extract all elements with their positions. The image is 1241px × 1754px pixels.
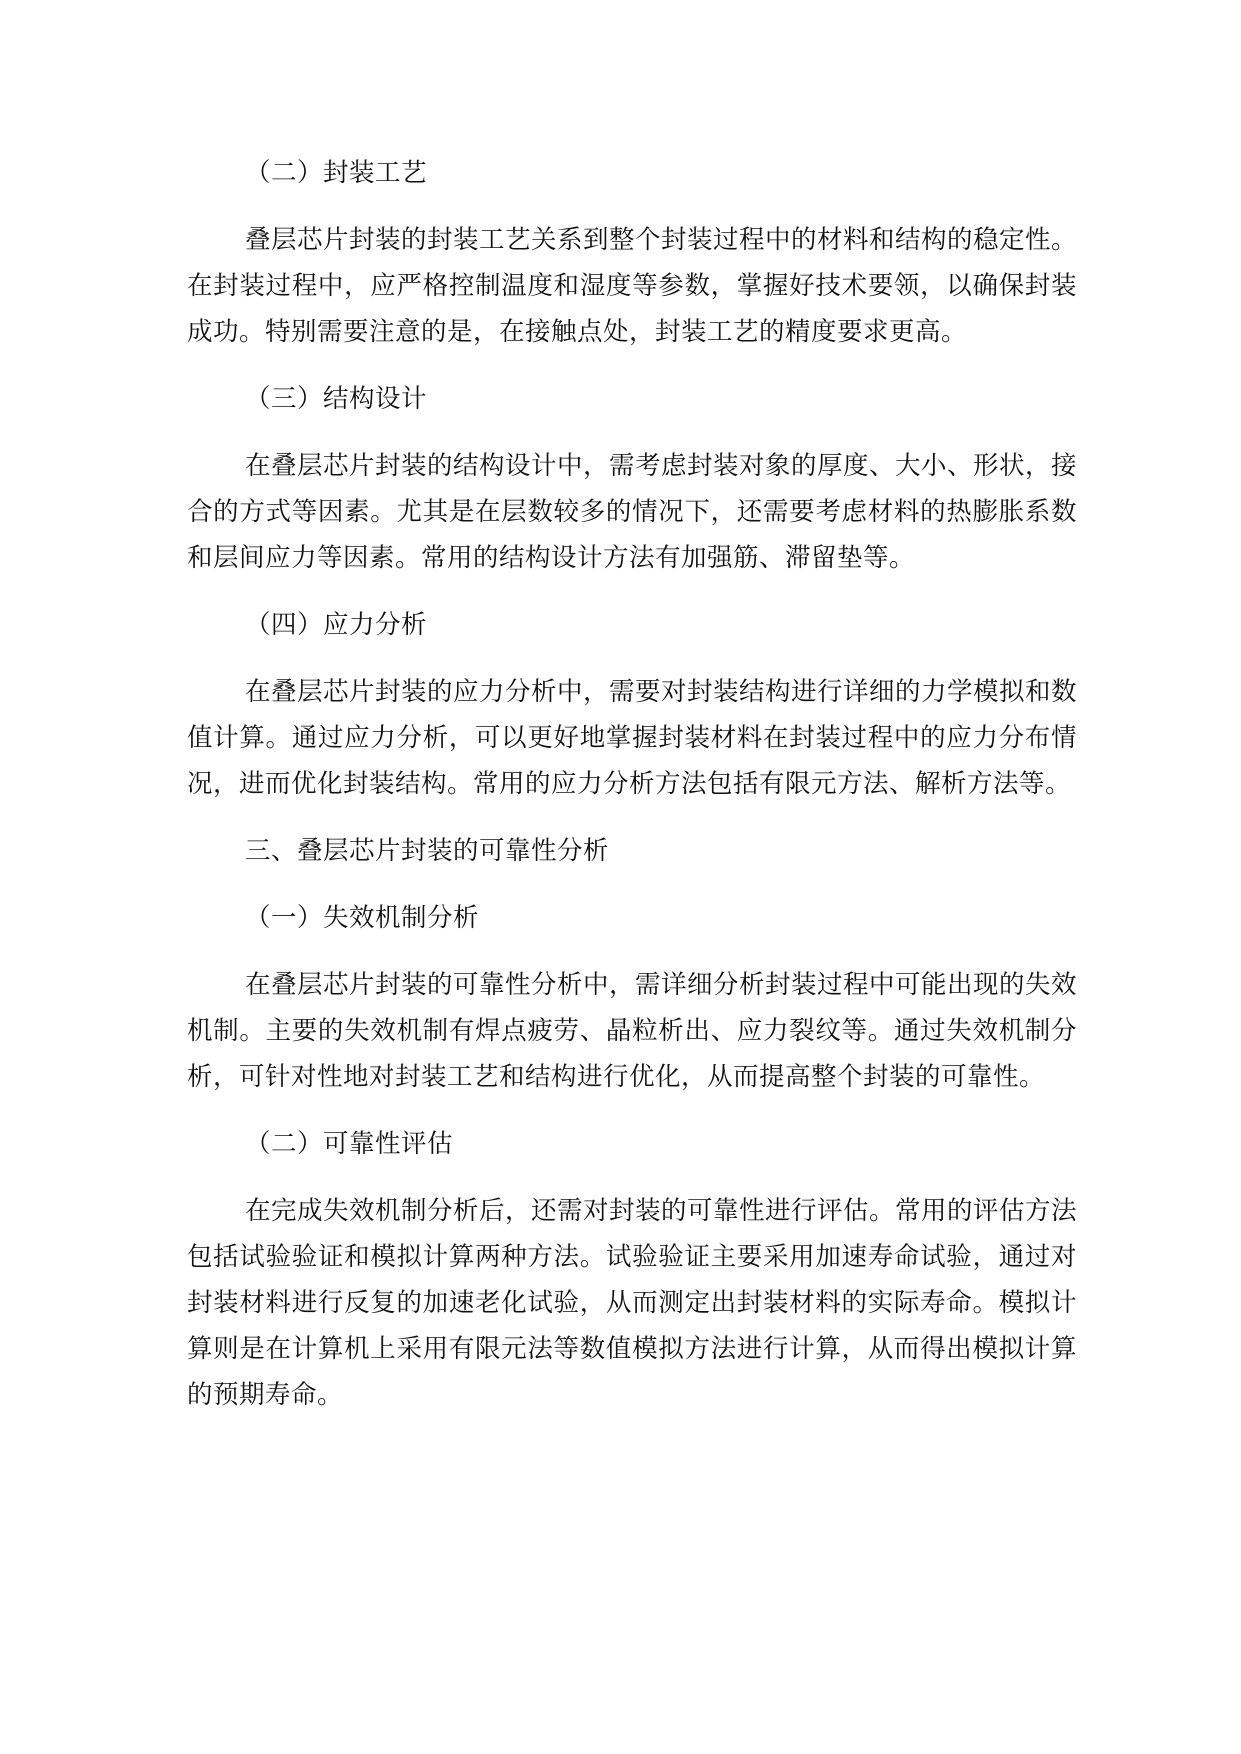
section-heading-packaging-process: （二）封装工艺 — [245, 158, 428, 188]
paragraph-packaging-process: 叠层芯片封装的封装工艺关系到整个封装过程中的材料和结构的稳定性。在封装过程中，应严格控制温度和湿度等参数，掌握好技术要领，以确保封装成功。特别需要注意的是，在接触点处，封装工艺的精度要求更高。 — [187, 225, 1078, 347]
paragraph-structure-design: 在叠层芯片封装的结构设计中，需考虑封装对象的厚度、大小、形状，接合的方式等因素。尤其是在层数较多的情况下，还需要考虑材料的热膨胀系数和层间应力等因素。常用的结构设计方法有加强筋、滞留垫等。 — [187, 451, 1078, 573]
chapter-heading-reliability-analysis: 三、叠层芯片封装的可靠性分析 — [245, 836, 610, 866]
section-heading-stress-analysis: （四）应力分析 — [245, 610, 428, 640]
paragraph-stress-analysis: 在叠层芯片封装的应力分析中，需要对封装结构进行详细的力学模拟和数值计算。通过应力分析，可以更好地掌握封装材料在封装过程中的应力分布情况，进而优化封装结构。常用的应力分析方法包括有限元方法、解析方法等。 — [187, 677, 1078, 799]
section-heading-failure-mechanism: （一）失效机制分析 — [245, 903, 480, 933]
paragraph-reliability-evaluation: 在完成失效机制分析后，还需对封装的可靠性进行评估。常用的评估方法包括试验验证和模拟计算两种方法。试验验证主要采用加速寿命试验，通过对封装材料进行反复的加速老化试验，从而测定出封装材料的实际寿命。模拟计算则是在计算机上采用有限元法等数值模拟方法进行计算，从而得出模拟计算的预期寿命。 — [187, 1196, 1078, 1410]
paragraph-failure-mechanism: 在叠层芯片封装的可靠性分析中，需详细分析封装过程中可能出现的失效机制。主要的失效机制有焊点疲劳、晶粒析出、应力裂纹等。通过失效机制分析，可针对性地对封装工艺和结构进行优化，从而提高整个封装的可靠性。 — [187, 970, 1078, 1092]
document-body — [187, 150, 1077, 1418]
section-heading-structure-design: （三）结构设计 — [245, 384, 428, 414]
section-heading-reliability-evaluation: （二）可靠性评估 — [245, 1129, 454, 1159]
